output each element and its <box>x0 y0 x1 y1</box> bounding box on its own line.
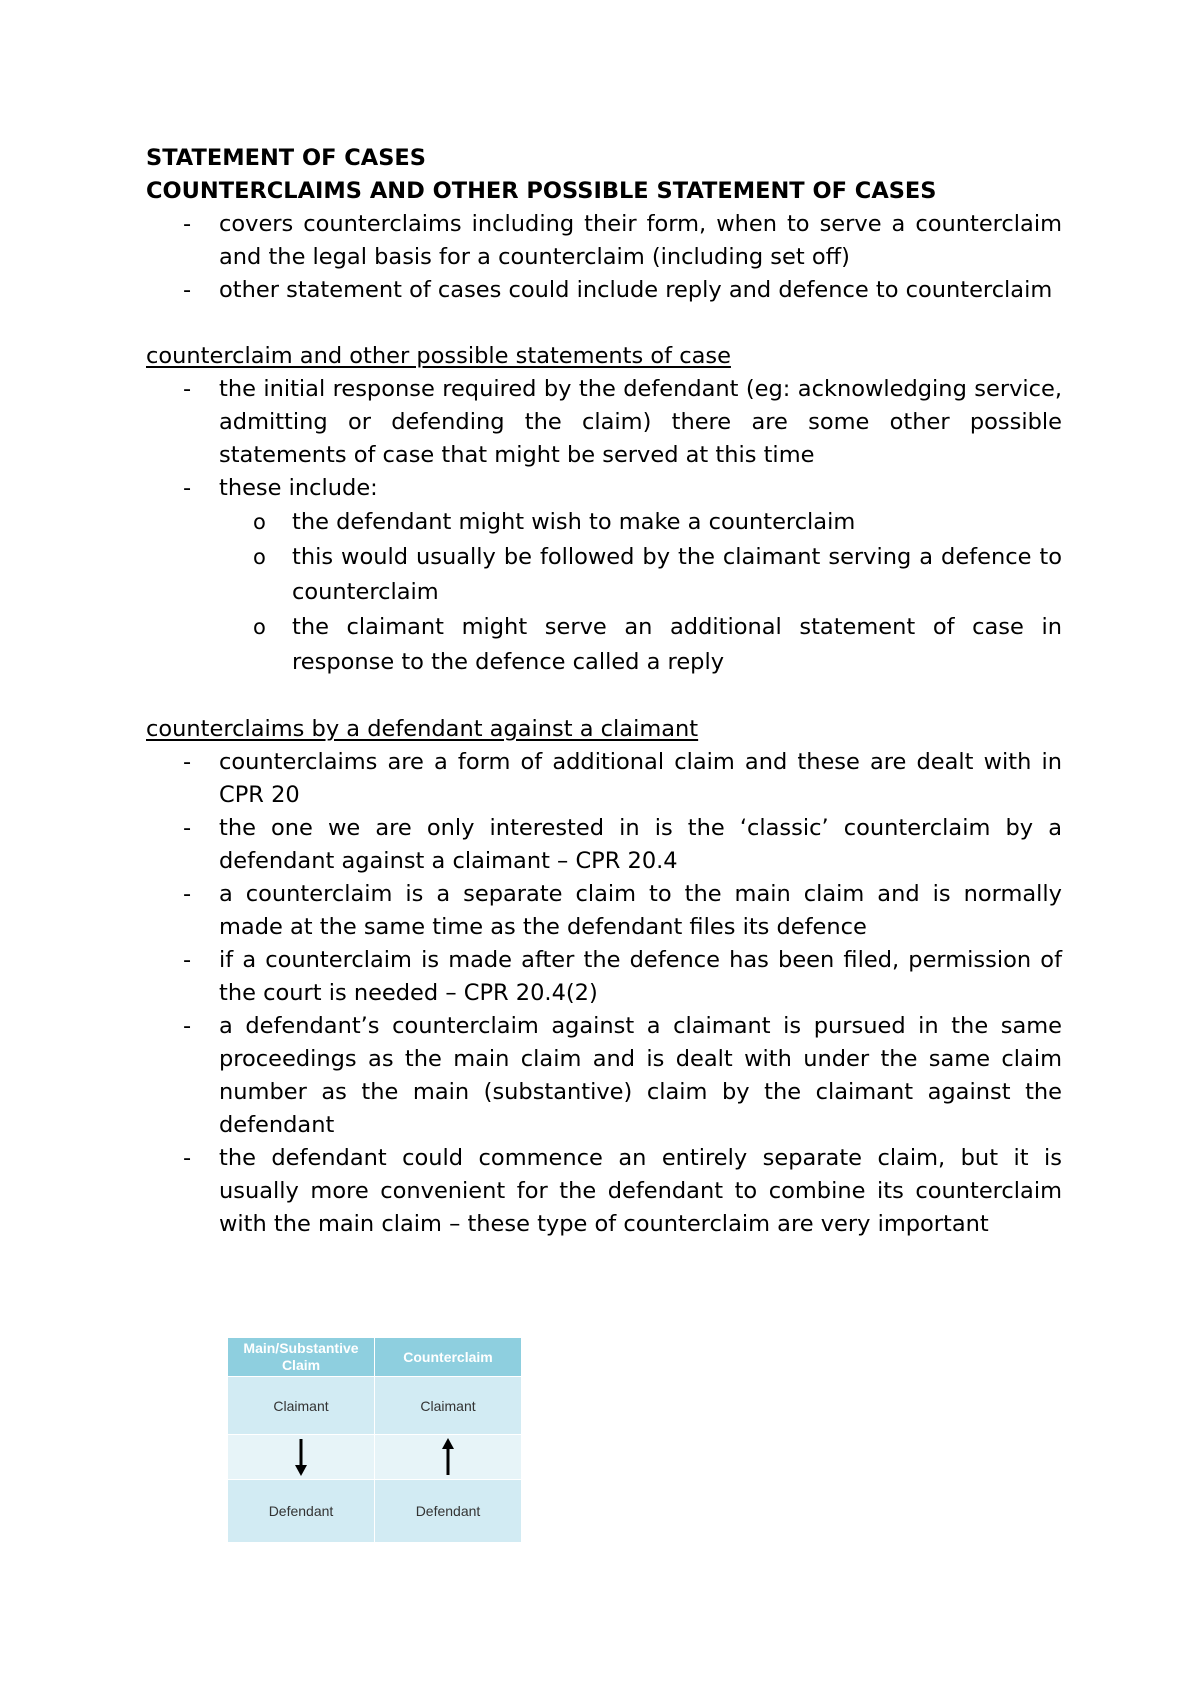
page-title: STATEMENT OF CASES <box>146 145 426 171</box>
list-item: - the defendant could commence an entirely separate claim, but it is usually more convenient for the defendant to combine its counterclaim with the main claim – these type of counterclaim are very important <box>183 1145 1062 1237</box>
down-arrow-icon <box>293 1437 309 1477</box>
list-item: - the initial response required by the defendant (eg: acknowledging service, admitting or defending the claim) there are some other possible statements of case that might be served at this time <box>183 376 1062 468</box>
list-item: - covers counterclaims including their form, when to serve a counterclaim and the legal basis for a counterclaim (including set off) <box>183 211 1062 270</box>
document-body <box>146 142 1062 1241</box>
diagram-main-claimant: Claimant <box>228 1377 375 1435</box>
list-item: - these include: o the defendant might wish to make a counterclaim o this would usually be followed by the claimant serving a defence to counterclaim o the claimant might serve an additional statement of case in response to the defence called a reply <box>146 472 1062 680</box>
sub-list-item: o this would usually be followed by the claimant serving a defence to counterclaim <box>253 544 1062 605</box>
section1-list <box>146 373 1062 680</box>
diagram-header-main-claim: Main/Substantive Claim <box>228 1338 375 1377</box>
list-item: - the one we are only interested in is the ‘classic’ counterclaim by a defendant against a claimant – CPR 20.4 <box>183 815 1062 874</box>
page-subtitle: COUNTERCLAIMS AND OTHER POSSIBLE STATEMENT OF CASES <box>146 178 937 204</box>
list-item: - counterclaims are a form of additional claim and these are dealt with in CPR 20 <box>183 749 1062 808</box>
list-item: - a counterclaim is a separate claim to the main claim and is normally made at the same time as the defendant files its defence <box>183 881 1062 940</box>
list-item: - if a counterclaim is made after the defence has been filed, permission of the court is needed – CPR 20.4(2) <box>183 947 1062 1006</box>
section-heading: counterclaim and other possible statements of case <box>146 343 731 369</box>
intro-list <box>146 208 1062 307</box>
sub-list <box>219 505 1062 680</box>
diagram-main-defendant: Defendant <box>228 1480 375 1543</box>
list-item: - a defendant’s counterclaim against a claimant is pursued in the same proceedings as the main claim and is dealt with under the same claim number as the main (substantive) claim by the claimant against the defendant <box>183 1013 1062 1138</box>
list-item: - other statement of cases could include reply and defence to counterclaim <box>183 277 1053 303</box>
sub-list-item: o the claimant might serve an additional statement of case in response to the defence called a reply <box>253 614 1062 675</box>
section2-list <box>146 746 1062 1241</box>
diagram-header-counterclaim: Counterclaim <box>375 1338 522 1377</box>
sub-list-item: o the defendant might wish to make a counterclaim <box>253 509 856 535</box>
claim-diagram <box>227 1337 522 1543</box>
diagram-counter-claimant: Claimant <box>375 1377 522 1435</box>
section-heading: counterclaims by a defendant against a claimant <box>146 716 699 742</box>
up-arrow-icon <box>440 1437 456 1477</box>
diagram-counter-defendant: Defendant <box>375 1480 522 1543</box>
